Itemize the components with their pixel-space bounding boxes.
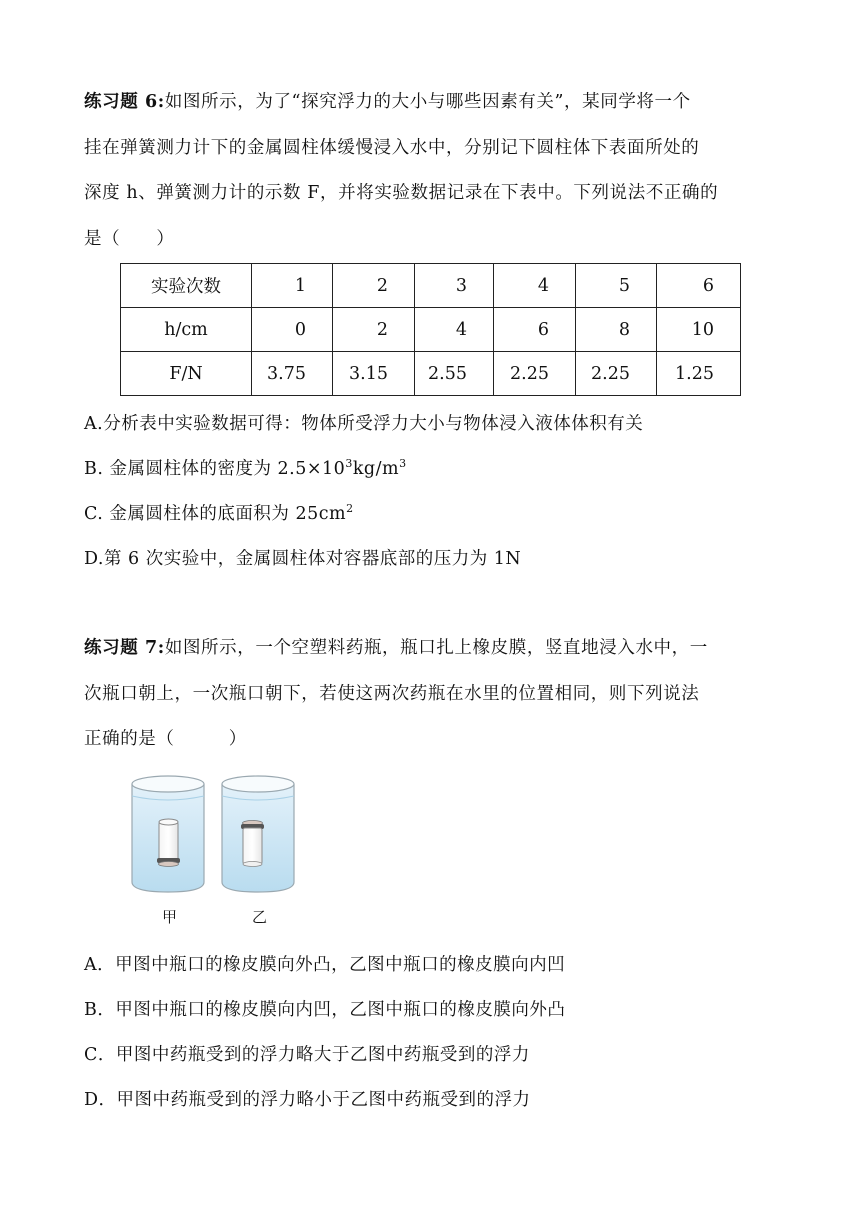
figure-label-jia: 甲 xyxy=(162,908,178,926)
q6-option-a: A.分析表中实验数据可得：物体所受浮力大小与物体浸入液体体积有关 xyxy=(84,414,644,434)
table-cell: 3 xyxy=(415,264,494,308)
table-cell: 6 xyxy=(657,264,741,308)
q7-option-c: C．甲图中药瓶受到的浮力略大于乙图中药瓶受到的浮力 xyxy=(84,1045,530,1065)
table-cell: 3.75 xyxy=(252,352,333,396)
q7-option-a: A．甲图中瓶口的橡皮膜向外凸，乙图中瓶口的橡皮膜向内凹 xyxy=(84,955,566,975)
q6-stem-line1: 如图所示，为了“探究浮力的大小与哪些因素有关”，某同学将一个 xyxy=(164,92,691,112)
table-cell: 3.15 xyxy=(333,352,415,396)
table-cell: 1.25 xyxy=(657,352,741,396)
figure-label-yi: 乙 xyxy=(252,908,268,926)
q7-stem-line3: 正确的是（ ） xyxy=(84,729,247,749)
q6-data-table xyxy=(120,263,741,396)
table-row-head: 实验次数 xyxy=(121,264,252,308)
table-cell: 6 xyxy=(494,308,576,352)
q6-option-c-text: C. 金属圆柱体的底面积为 25cm xyxy=(84,504,347,524)
table-cell: 1 xyxy=(252,264,333,308)
q7-stem-line1: 如图所示，一个空塑料药瓶，瓶口扎上橡皮膜，竖直地浸入水中，一 xyxy=(164,638,708,658)
table-row xyxy=(121,308,741,352)
table-cell: 4 xyxy=(415,308,494,352)
table-cell: 2.55 xyxy=(415,352,494,396)
table-cell: 2 xyxy=(333,264,415,308)
q6-label: 练习题 6: xyxy=(84,92,165,112)
q6-option-c xyxy=(84,502,804,526)
q6-option-d: D.第 6 次实验中，金属圆柱体对容器底部的压力为 1N xyxy=(84,549,522,569)
table-row xyxy=(121,352,741,396)
beaker-yi xyxy=(222,776,294,892)
q6-option-b-unit-exponent: 3 xyxy=(399,457,407,470)
table-cell: 5 xyxy=(576,264,657,308)
table-cell: 2 xyxy=(333,308,415,352)
q6-stem-line2: 挂在弹簧测力计下的金属圆柱体缓慢浸入水中，分别记下圆柱体下表面所处的 xyxy=(84,137,700,158)
table-cell: 4 xyxy=(494,264,576,308)
table-cell: 8 xyxy=(576,308,657,352)
table-row xyxy=(121,264,741,308)
q6-stem xyxy=(84,80,784,262)
table-row-head: F/N xyxy=(121,352,252,396)
q7-label: 练习题 7: xyxy=(84,638,165,658)
q6-stem-line4: 是（ ） xyxy=(84,228,175,249)
table-cell: 10 xyxy=(657,308,741,352)
beakers-illustration xyxy=(128,770,308,930)
beaker-jia xyxy=(132,776,204,892)
q6-option-b-text1: B. 金属圆柱体的密度为 2.5×10 xyxy=(84,459,346,479)
table-cell: 2.25 xyxy=(576,352,657,396)
q7-stem-line2: 次瓶口朝上，一次瓶口朝下，若使这两次药瓶在水里的位置相同，则下列说法 xyxy=(84,683,700,704)
table-row-head: h/cm xyxy=(121,308,252,352)
q7-stem xyxy=(84,626,784,763)
q6-option-b xyxy=(84,457,804,481)
q7-figure xyxy=(128,770,308,930)
q6-option-c-exponent: 2 xyxy=(346,502,354,515)
q7-option-d: D．甲图中药瓶受到的浮力略小于乙图中药瓶受到的浮力 xyxy=(84,1090,531,1110)
q6-option-b-unit: kg/m xyxy=(352,459,400,479)
table-cell: 0 xyxy=(252,308,333,352)
table-cell: 2.25 xyxy=(494,352,576,396)
q6-option-b-exponent: 3 xyxy=(345,457,353,470)
q6-stem-line3: 深度 h、弹簧测力计的示数 F，并将实验数据记录在下表中。下列说法不正确的 xyxy=(84,183,719,203)
q7-option-b: B．甲图中瓶口的橡皮膜向内凹，乙图中瓶口的橡皮膜向外凸 xyxy=(84,1000,566,1020)
